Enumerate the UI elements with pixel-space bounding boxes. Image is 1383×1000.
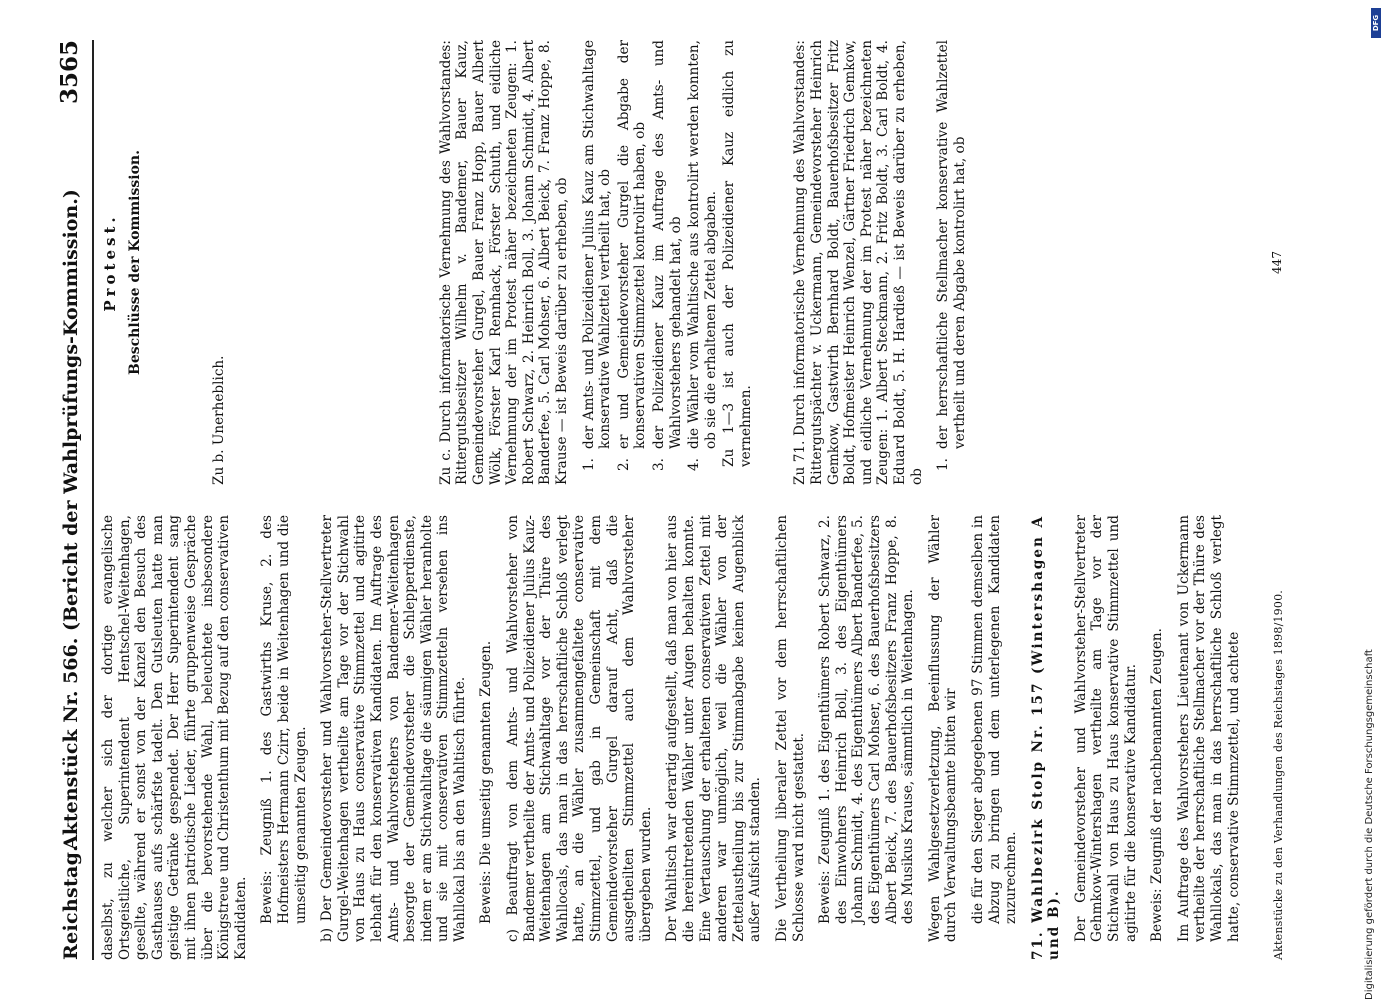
list-item: 3. der Polizeidiener Kauz im Auftrage des Amts- und Wahlvorstehers gehandelt hat, ob xyxy=(650,40,684,471)
header-left: Reichstag. xyxy=(60,844,82,960)
page-number: 447 xyxy=(1270,251,1284,274)
para: Zu 71. Durch informatorische Vernehmung des Wahlvorstandes: Rittergutspächter v. Uckermann, Gemeindevorsteher Heinrich Gemkow, Gastwirth Bernhard Boldt, Bauerhofsbesitzer Fritz Boldt, Hofmeister Heinrich Wenzel, Gärtner Friedrich Gemkow, und eidliche Vernehmung der im Protest näher bezeichneten Zeugen: 1. Albert Steckmann, 2. Fritz Boldt, 3. Carl Boldt, 4. Eduard Boldt, 5. H. Hardieß — ist Beweis darüber zu erheben, ob xyxy=(792,40,925,485)
para: Zu 1—3 ist auch der Polizeidiener Kauz eidlich zu vernehmen. xyxy=(721,40,754,467)
para: Beweis: Zeugniß 1. des Gastwirths Kruse, 2. des Hofmeisters Hermann Czirr, beide in Weitenhagen und die umseitig genannten Zeugen. xyxy=(259,515,309,924)
para: Zu b. Unerheblich. xyxy=(211,355,228,485)
funding-text: Digitalisierung gefördert durch die Deutsche Forschungsgemeinschaft xyxy=(1364,649,1375,1000)
para: 71. Wahlbezirk Stolp Nr. 157 (Wintershagen A und B). xyxy=(1029,515,1063,960)
para: Die Vertheilung liberaler Zettel vor dem herrschaftlichen Schlosse ward nicht gestattet. xyxy=(773,515,807,942)
para: Wegen Wahlgesetzverletzung, Beeinflussung der Wähler durch Verwaltungsbeamte bitten wir xyxy=(926,515,960,942)
left-column xyxy=(100,515,1252,960)
protest-heading: Protest. xyxy=(101,213,119,312)
list-item: 2. er und Gemeindevorsteher Gurgel die Abgabe der konservativen Stimmzettel kontrolirt haben, ob xyxy=(615,40,649,471)
para: die für den Sieger abgegebenen 97 Stimmen demselben in Abzug zu bringen und dem unterlegenen Kandidaten zuzurechnen. xyxy=(969,515,1020,924)
list-item: 1. der herrschaftliche Stellmacher konservative Wahlzettel vertheilt und deren Abgabe kontrolirt hat, ob xyxy=(935,40,968,471)
commission-heading: Beschlüsse der Kommission. xyxy=(126,150,143,375)
para: Im Auftrage des Wahlvorstehers Lieutenant von Uckermann vertheilte der herrschaftliche Stellmacher vor der Thüre des Wahllokals, das man in das herrschaftliche Schloß verlegt hatte, conservative Stimmzettel, und achtete xyxy=(1175,515,1242,942)
dfg-logo: DFG xyxy=(1371,8,1381,38)
funding-note xyxy=(1356,0,1383,1000)
para: daselbst, zu welcher sich der dortige evangelische Ortsgeistliche, Superintendent Hentschel-Weitenhagen, gesellte, während er sonst von der Kanzel den Besuch des Gasthauses aufs schärfste tadelt. Den Gutsleuten hatte man geistige Getränke gespendet. Der Herr Superintendent sang mit ihnen patriotische Lieder, führte gruppenweise Gespräche über die bevorstehende Wahl, beleuchtete insbesondere Königstreue und Christenthum mit Bezug auf den conservativen Kandidaten. xyxy=(100,515,249,960)
para: Der Gemeindevorsteher und Wahlvorsteher-Stellvertreter Gehmkow-Wintershagen vertheilte am Tage vor der Stichwahl von Haus zu Haus konservative Stimmzettel und agitirte für die konservative Kandidatur. xyxy=(1072,515,1139,942)
para: c) Beauftragt von dem Amts- und Wahlvorsteher von Bandemer vertheilte der Amts- und Polizeidiener Julius Kauz-Weitenhagen am Stichwahltage vor der Thüre des Wahllocals, das man in das herrschaftliche Schloß verlegt hatte, an die Wähler zusammengefaltete conservative Stimmzettel, und gab in Gemeinschaft mit dem Gemeindevorsteher Gurgel darauf Acht, daß die ausgetheilten Stimmzettel auch dem Wahlvorsteher übergeben wurden. xyxy=(505,515,654,942)
page-header xyxy=(52,40,92,960)
header-title: Aktenstück Nr. 566. (Bericht der Wahlprüfungs-Kommission.) xyxy=(60,189,82,850)
para: b) Der Gemeindevorsteher und Wahlvorsteher-Stellvertreter Gurgel-Weitenhagen vertheilte am Tage vor der Stichwahl von Haus zu Haus conservative Stimmzettel und agitirte lebhaft für den konservativen Kandidaten. Im Auftrage des Amts- und Wahlvorstehers von Bandemer-Weitenhagen besorgte der Gemeindevorsteher die Schlepperdienste, indem er am Stichwahltage die säumigen Wähler heranholte und sie mit conservativen Stimmzetteln versehen ins Wahllokal bis an den Wahltisch führte. xyxy=(319,515,468,942)
para: Beweis: Zeugniß der nachbenannten Zeugen. xyxy=(1149,628,1166,942)
footer: Aktenstücke zu den Verhandlungen des Reichstages 1898/1900. xyxy=(1272,590,1285,960)
right-column xyxy=(100,40,970,485)
list-item: 4. die Wähler vom Wahltische aus kontrolirt werden konnten, ob sie die erhaltenen Zettel abgaben. xyxy=(686,40,719,471)
para: Beweis: Die umseitig genannten Zeugen. xyxy=(478,640,495,924)
header-page-number: 3565 xyxy=(56,40,83,105)
list-item: 1. der Amts- und Polizeidiener Julius Kauz am Stichwahltage konservative Wahlzettel vertheilt hat, ob xyxy=(580,40,614,471)
para: Beweis: Zeugniß 1. des Eigenthümers Robert Schwarz, 2. des Einwohners Heinrich Boll, 3. des Eigenthümers Johann Schmidt, 4. des Eigenthümers Albert Banderfee, 5. des Eigenthümers Carl Mohser, 6. des Bauerhofsbesitzers Albert Beick, 7. des Bauerhofsbesitzers Franz Hoppe, 8. des Musikus Krause, sämmtlich in Weitenhagen. xyxy=(817,515,917,924)
para: Der Wahltisch war derartig aufgestellt, daß man von hier aus die hereintretenden Wähler unter Augen behalten konnte. Eine Vertauschung der erhaltenen conservativen Zettel mit anderen war unmöglich, weil die Wähler von der Zettelaustheilung bis zur Stimmabgabe keinen Augenblick außer Aufsicht standen. xyxy=(664,515,764,942)
header-rule xyxy=(92,40,94,960)
para: Zu c. Durch informatorische Vernehmung des Wahlvorstandes: Rittergutsbesitzer Wilhelm v. Bandemer, Bauer Kauz, Gemeindevorsteher Gurgel, Bauer Franz Hopp, Bauer Albert Wölk, Förster Karl Rennhack, Förster Schuth, und eidliche Vernehmung der im Protest näher bezeichneten Zeugen: 1. Robert Schwarz, 2. Heinrich Boll, 3. Johann Schmidt, 4. Albert Banderfee, 5. Carl Mohser, 6. Albert Beick, 7. Franz Hoppe, 8. Krause — ist Beweis darüber zu erheben, ob xyxy=(437,40,570,485)
